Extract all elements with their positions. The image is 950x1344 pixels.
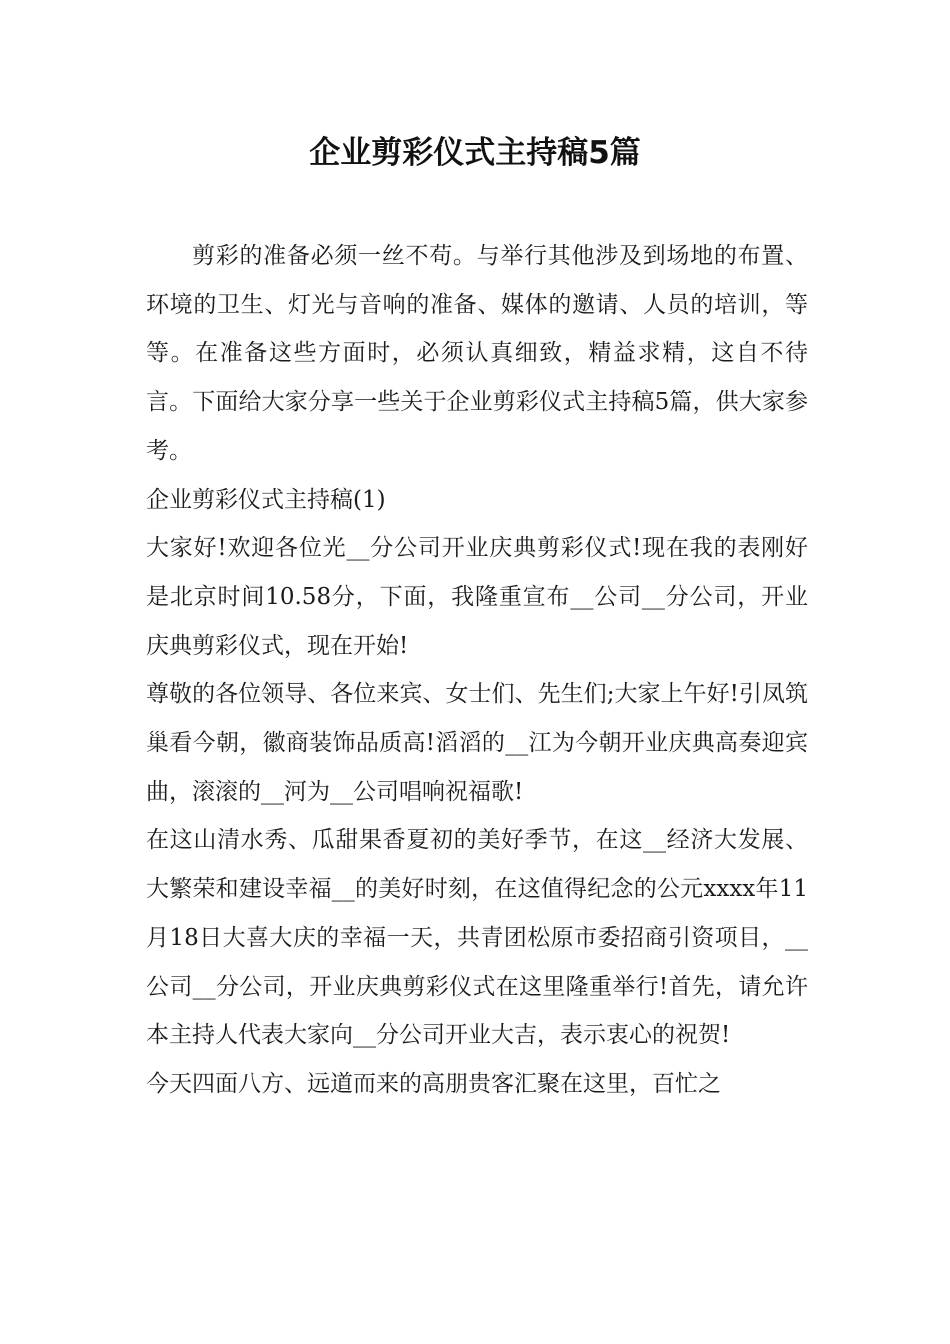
- body-paragraph: 在这山清水秀、瓜甜果香夏初的美好季节，在这__经济大发展、大繁荣和建设幸福__的美好时刻，在这值得纪念的公元xxxx年11月18日大喜大庆的幸福一天，共青团松原市委招商引资项目，__公司__分公司，开业庆典剪彩仪式在这里隆重举行!首先，请允许本主持人代表大家向__分公司开业大吉，表示衷心的祝贺!: [146, 827, 808, 1049]
- document-body: [146, 232, 808, 1109]
- intro-paragraph: 剪彩的准备必须一丝不苟。与举行其他涉及到场地的布置、环境的卫生、灯光与音响的准备、媒体的邀请、人员的培训，等等。在准备这些方面时，必须认真细致，精益求精，这自不待言。下面给大家分享一些关于企业剪彩仪式主持稿5篇，供大家参考。: [146, 243, 808, 464]
- document-title: 企业剪彩仪式主持稿5篇: [309, 135, 641, 171]
- body-paragraph: 今天四面八方、远道而来的高朋贵客汇聚在这里，百忙之: [146, 1070, 721, 1097]
- body-paragraph: 尊敬的各位领导、各位来宾、女士们、先生们;大家上午好!引凤筑巢看今朝，徽商装饰品质高!滔滔的__江为今朝开业庆典高奏迎宾曲，滚滚的__河为__公司唱响祝福歌!: [146, 681, 808, 805]
- body-paragraph: 大家好!欢迎各位光__分公司开业庆典剪彩仪式!现在我的表刚好是北京时间10.58分，下面，我隆重宣布__公司__分公司，开业庆典剪彩仪式，现在开始!: [146, 535, 808, 659]
- section-heading: 企业剪彩仪式主持稿(1): [146, 486, 386, 513]
